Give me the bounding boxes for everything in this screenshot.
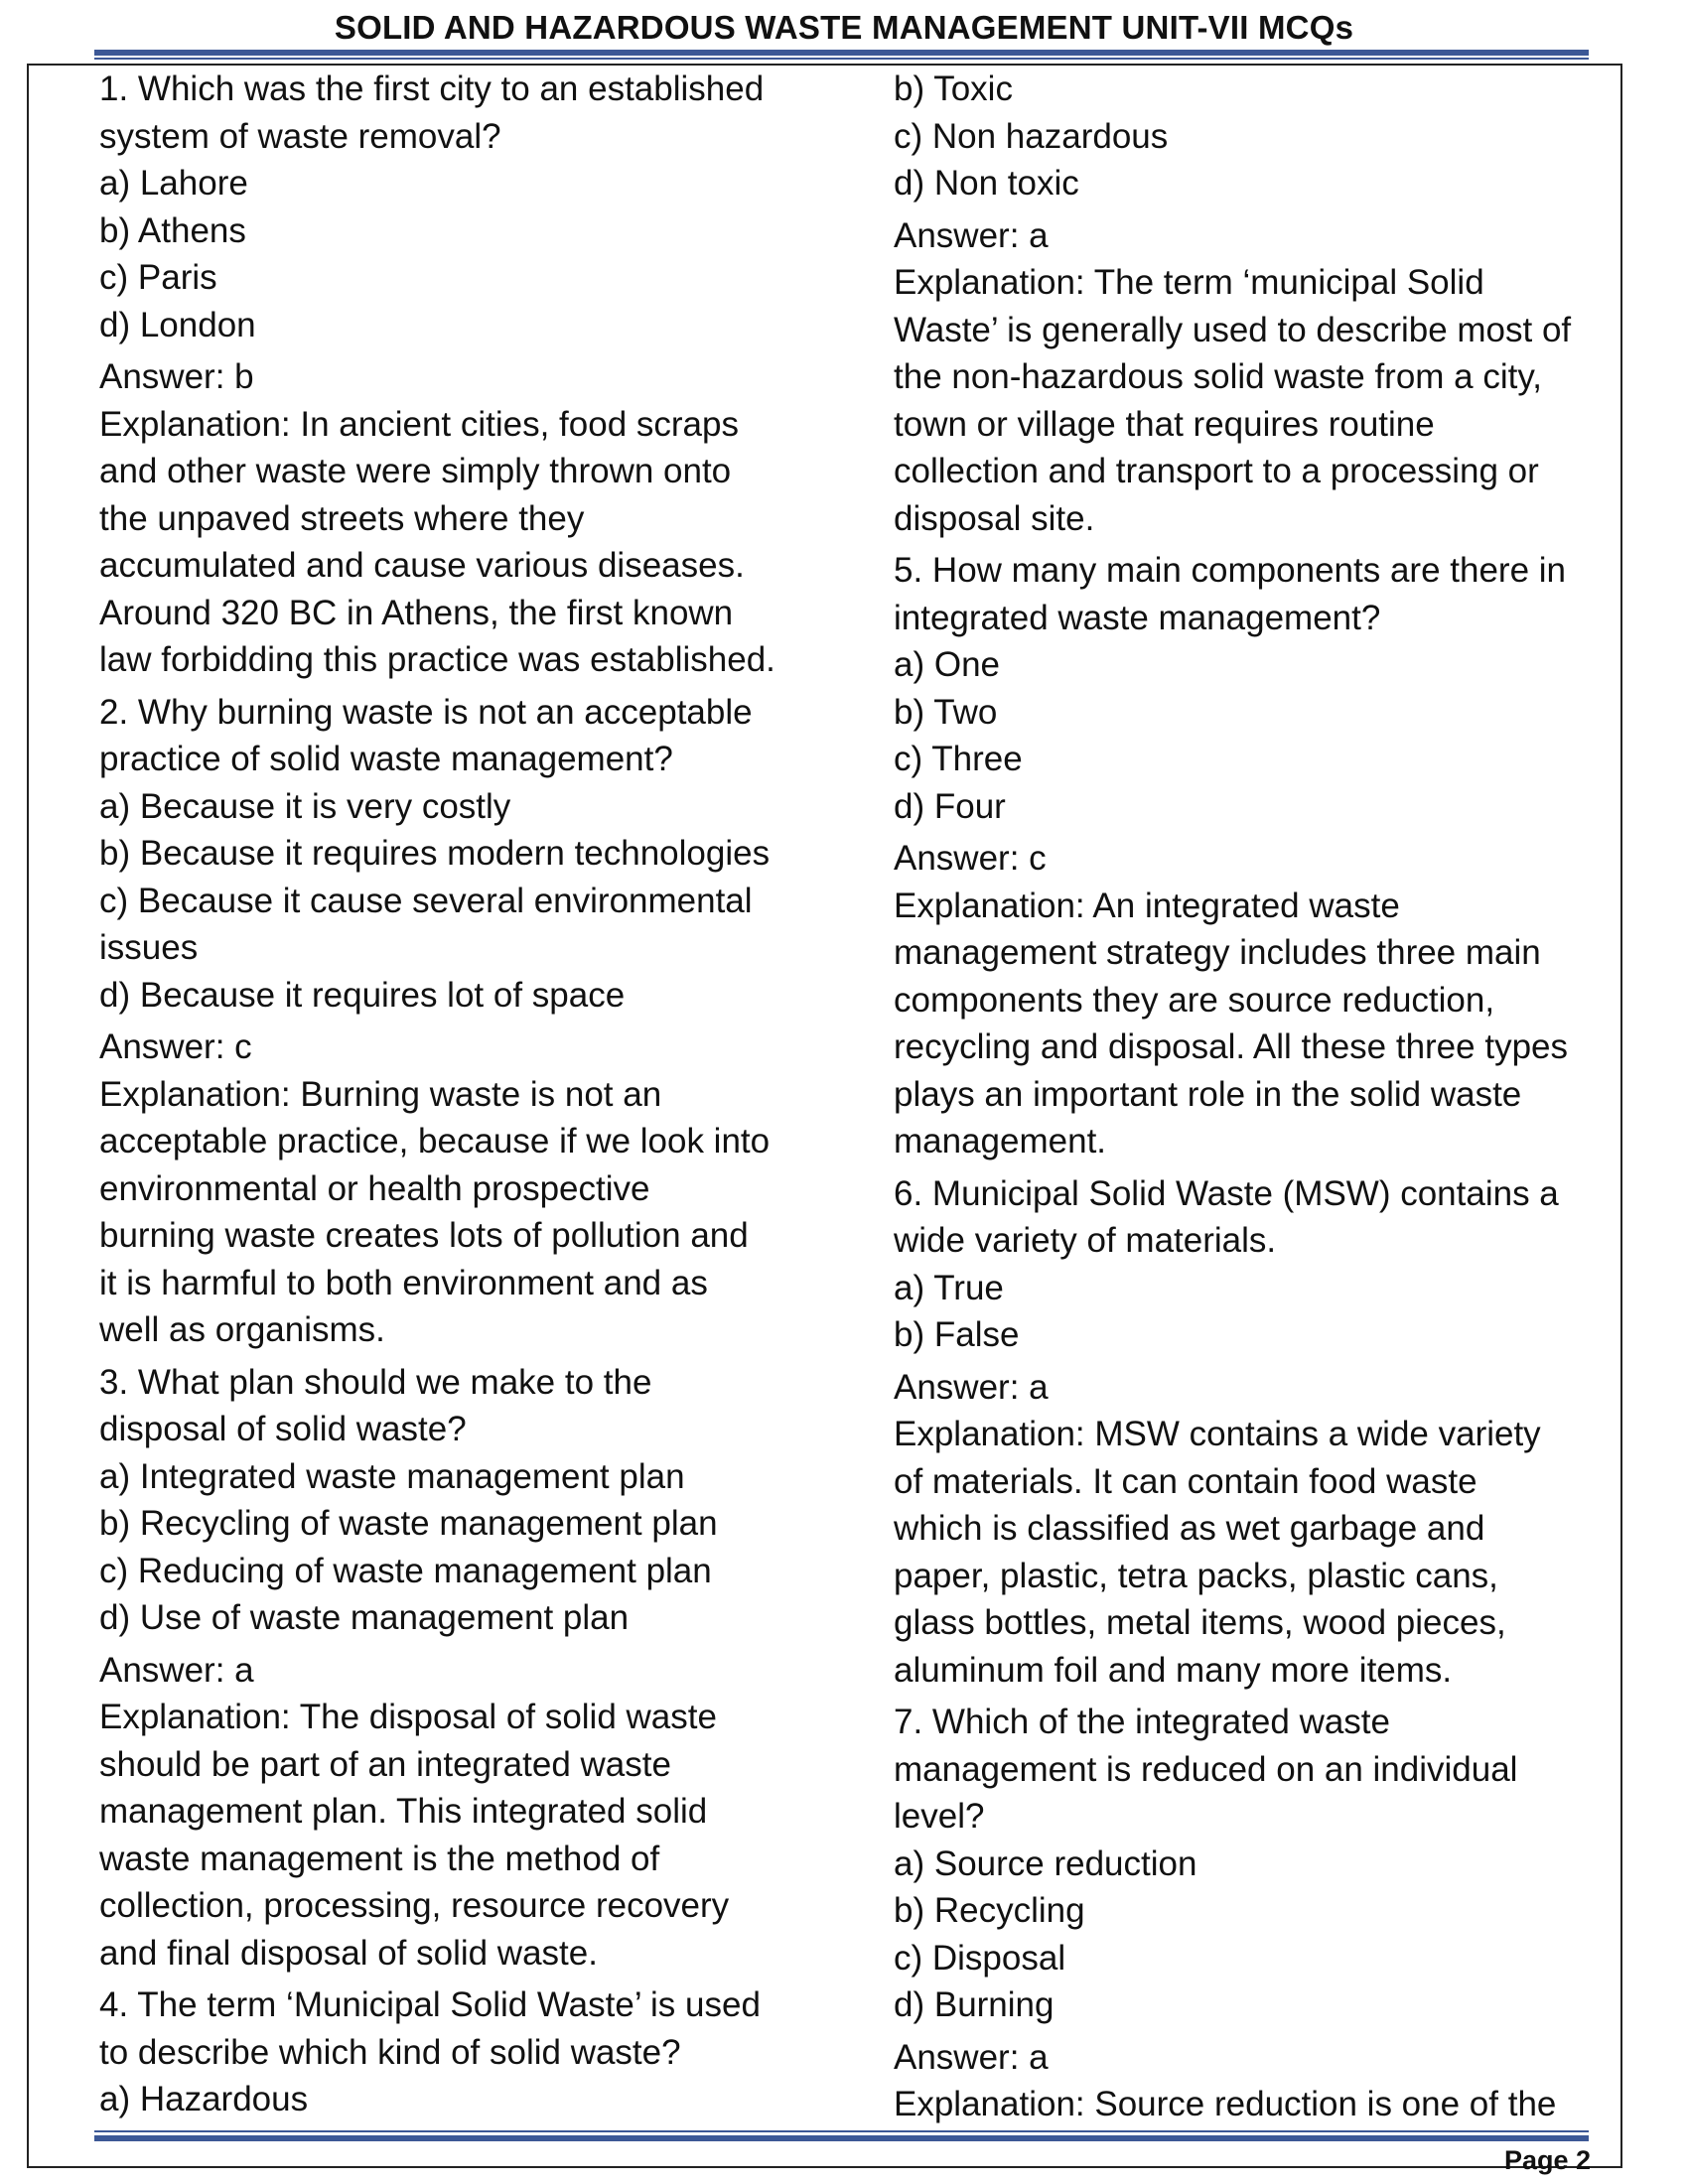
text-line: plays an important role in the solid waste — [894, 1074, 1522, 1114]
text-line: c) Reducing of waste management plan — [99, 1551, 712, 1590]
text-line: a) Because it is very costly — [99, 786, 511, 826]
text-line: which is classified as wet garbage and — [894, 1509, 1485, 1548]
text-line: components they are source reduction, — [894, 980, 1495, 1020]
page-header-title: SOLID AND HAZARDOUS WASTE MANAGEMENT UNIT-VII MCQs — [334, 9, 1354, 46]
text-line: c) Disposal — [894, 1938, 1066, 1978]
text-line: practice of solid waste management? — [99, 740, 673, 778]
text-line: and final disposal of solid waste. — [99, 1933, 598, 1973]
text-line: b) Athens — [99, 210, 246, 250]
text-line: the non-hazardous solid waste from a city, — [894, 357, 1543, 396]
footer-rule-thick — [94, 2135, 1589, 2141]
text-line: b) False — [894, 1315, 1020, 1354]
text-line: a) Hazardous — [99, 2080, 309, 2118]
text-line: d) Non toxic — [894, 164, 1079, 203]
text-line: a) True — [894, 1268, 1004, 1307]
text-line: c) Three — [894, 740, 1023, 778]
text-line: recycling and disposal. All these three types — [894, 1027, 1568, 1066]
text-line: Explanation: Burning waste is not an — [99, 1074, 662, 1114]
text-line: a) Integrated waste management plan — [99, 1456, 685, 1496]
text-line: d) London — [99, 305, 256, 344]
text-line: Answer: b — [99, 357, 254, 396]
text-line: d) Use of waste management plan — [99, 1598, 630, 1637]
right-column — [894, 66, 1609, 2128]
text-line: management. — [894, 1122, 1107, 1160]
text-line: b) Because it requires modern technologies — [99, 834, 771, 873]
text-line: a) Lahore — [99, 164, 248, 203]
text-line: b) Toxic — [894, 69, 1013, 108]
text-line: 2. Why burning waste is not an acceptable — [99, 692, 753, 732]
text-line: wide variety of materials. — [894, 1221, 1277, 1260]
text-line: Answer: a — [894, 1367, 1049, 1407]
text-line: level? — [894, 1797, 985, 1836]
text-line: Explanation: Source reduction is one of the — [894, 2085, 1557, 2123]
header-rule-thick — [94, 50, 1589, 56]
text-line: Answer: c — [99, 1027, 252, 1066]
text-line: 1. Which was the first city to an established — [99, 69, 765, 108]
text-line: should be part of an integrated waste — [99, 1744, 671, 1784]
text-line: d) Four — [894, 786, 1006, 826]
text-line: d) Burning — [894, 1985, 1055, 2024]
text-line: issues — [99, 928, 199, 967]
text-line: town or village that requires routine — [894, 404, 1435, 444]
page-number: Page 2 — [1503, 2145, 1591, 2175]
text-line: management is reduced on an individual — [894, 1749, 1518, 1789]
text-line: Waste’ is generally used to describe most of — [894, 310, 1572, 349]
text-line: 7. Which of the integrated waste — [894, 1703, 1390, 1741]
text-line: c) Non hazardous — [894, 116, 1169, 156]
left-column — [99, 66, 814, 2123]
text-line: aluminum foil and many more items. — [894, 1650, 1453, 1690]
text-line: paper, plastic, tetra packs, plastic cans, — [894, 1556, 1498, 1595]
text-line: acceptable practice, because if we look into — [99, 1122, 771, 1160]
text-line: d) Because it requires lot of space — [99, 975, 626, 1015]
text-line: waste management is the method of — [99, 1839, 660, 1878]
text-line: disposal site. — [894, 498, 1095, 538]
text-line: management plan. This integrated solid — [99, 1792, 708, 1831]
text-line: 5. How many main components are there in — [894, 551, 1566, 590]
text-line: to describe which kind of solid waste? — [99, 2032, 681, 2072]
text-line: well as organisms. — [99, 1310, 385, 1349]
text-line: burning waste creates lots of pollution and — [99, 1216, 749, 1255]
text-line: Answer: a — [894, 215, 1049, 255]
text-line: and other waste were simply thrown onto — [99, 452, 732, 490]
footer-rule-thin — [94, 2130, 1589, 2132]
text-line: disposal of solid waste? — [99, 1410, 467, 1448]
text-line: Around 320 BC in Athens, the first known — [99, 593, 734, 632]
text-line: c) Because it cause several environmental — [99, 881, 753, 920]
text-line: Explanation: MSW contains a wide variety — [894, 1415, 1541, 1453]
text-line: collection and transport to a processing or — [894, 452, 1539, 490]
text-line: a) Source reduction — [894, 1843, 1197, 1883]
text-line: Explanation: An integrated waste — [894, 886, 1400, 925]
text-line: 6. Municipal Solid Waste (MSW) contains a — [894, 1173, 1559, 1213]
text-line: law forbidding this practice was established. — [99, 640, 775, 679]
text-line: Explanation: The disposal of solid waste — [99, 1698, 717, 1736]
text-line: 3. What plan should we make to the — [99, 1362, 652, 1402]
text-line: Explanation: The term ‘municipal Solid — [894, 263, 1484, 302]
text-line: the unpaved streets where they — [99, 498, 585, 538]
text-line: a) One — [894, 645, 1000, 684]
text-line: environmental or health prospective — [99, 1168, 650, 1208]
text-line: b) Two — [894, 692, 998, 732]
header-rule-thin — [94, 58, 1589, 60]
text-line: Answer: c — [894, 839, 1047, 878]
text-line: 4. The term ‘Municipal Solid Waste’ is used — [99, 1985, 761, 2024]
text-line: system of waste removal? — [99, 116, 501, 156]
text-line: Answer: a — [99, 1650, 254, 1690]
text-line: Answer: a — [894, 2037, 1049, 2077]
text-line: it is harmful to both environment and as — [99, 1263, 708, 1302]
text-line: Explanation: In ancient cities, food scraps — [99, 404, 739, 444]
text-line: collection, processing, resource recovery — [99, 1886, 730, 1925]
text-line: accumulated and cause various diseases. — [99, 546, 745, 585]
text-line: b) Recycling — [894, 1891, 1085, 1930]
text-line: of materials. It can contain food waste — [894, 1461, 1477, 1501]
text-line: b) Recycling of waste management plan — [99, 1504, 718, 1543]
text-line: management strategy includes three main — [894, 933, 1541, 972]
text-line: c) Paris — [99, 258, 217, 297]
text-line: integrated waste management? — [894, 598, 1381, 637]
text-line: glass bottles, metal items, wood pieces, — [894, 1603, 1506, 1642]
